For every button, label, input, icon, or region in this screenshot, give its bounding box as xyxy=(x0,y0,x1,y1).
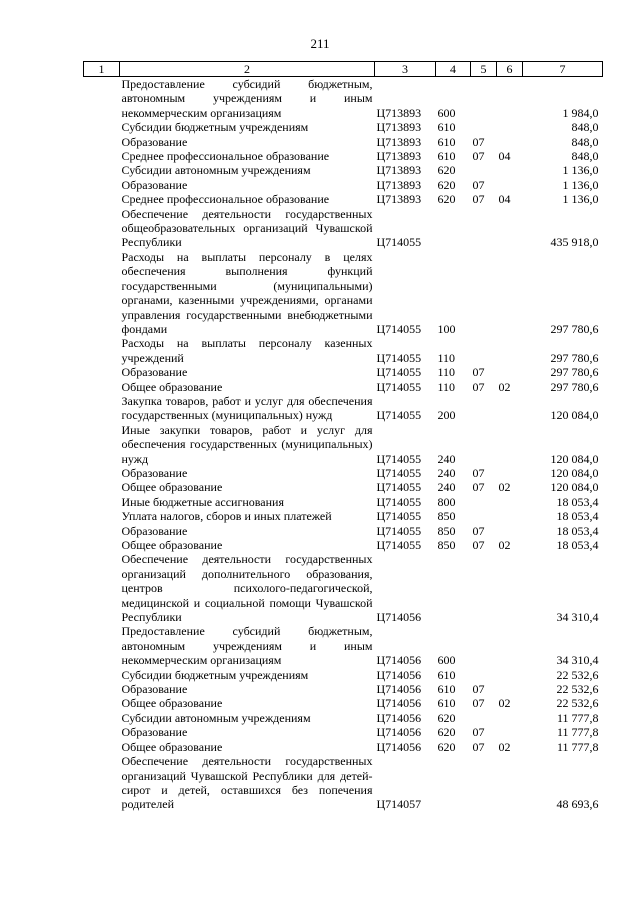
cell-section xyxy=(471,394,497,423)
cell-subsection: 02 xyxy=(498,480,511,495)
cell-col-1 xyxy=(84,365,120,379)
cell-name: Образование xyxy=(121,465,188,480)
cell-col-1 xyxy=(84,682,120,696)
cell-col-1 xyxy=(84,740,120,754)
cell-col-1 xyxy=(84,552,120,624)
cell-amount: 11 777,8 xyxy=(556,710,599,725)
cell-amount: 18 053,4 xyxy=(556,509,599,524)
table-row xyxy=(84,207,603,250)
cell-amount: 297 780,6 xyxy=(550,379,599,394)
table-row xyxy=(84,538,603,552)
cell-section: 07 xyxy=(472,696,485,711)
header-col-3: 3 xyxy=(375,62,436,77)
table-row xyxy=(84,668,603,682)
cell-amount: 120 084,0 xyxy=(550,465,599,480)
cell-name: Общее образование xyxy=(121,696,223,711)
cell-col-1 xyxy=(84,394,120,423)
header-col-1: 1 xyxy=(84,62,120,77)
cell-name: Среднее профессиональное образование xyxy=(121,149,330,164)
cell-target-code: Ц714056 xyxy=(376,739,422,754)
cell-target-code: Ц714055 xyxy=(376,538,422,552)
cell-col-1 xyxy=(84,336,120,365)
cell-name: Предоставление субсидий бюджетным, автономным учреждениям и иным некоммерческим организациям xyxy=(121,624,373,668)
page-number: 211 xyxy=(310,36,330,51)
cell-section xyxy=(471,754,497,812)
cell-subsection: 04 xyxy=(498,192,511,207)
cell-subsection xyxy=(497,711,523,725)
cell-expense-type: 600 xyxy=(437,105,456,120)
cell-section: 07 xyxy=(472,538,485,552)
cell-subsection xyxy=(497,466,523,480)
table-row xyxy=(84,77,603,121)
header-col-4: 4 xyxy=(436,62,471,77)
cell-expense-type: 610 xyxy=(437,134,456,149)
cell-name: Обеспечение деятельности государственных организаций дополнительного образования, центров психолого-педагогической, медицинской и социальной помощи Чувашской Республики xyxy=(121,552,373,625)
cell-section: 07 xyxy=(472,177,485,192)
cell-amount: 22 532,6 xyxy=(556,682,599,697)
cell-section xyxy=(471,509,497,523)
cell-section xyxy=(471,624,497,667)
cell-target-code: Ц714055 xyxy=(376,465,422,480)
cell-name: Среднее профессиональное образование xyxy=(121,192,330,207)
cell-subsection xyxy=(497,394,523,423)
cell-col-1 xyxy=(84,495,120,509)
table-body xyxy=(84,77,603,812)
cell-subsection xyxy=(497,365,523,379)
cell-subsection xyxy=(497,207,523,250)
cell-expense-type: 610 xyxy=(437,696,456,711)
table-row xyxy=(84,365,603,379)
cell-section xyxy=(471,163,497,177)
cell-col-1 xyxy=(84,423,120,466)
cell-expense-type: 610 xyxy=(437,120,456,135)
cell-name: Общее образование xyxy=(121,538,223,552)
cell-name: Расходы на выплаты персоналу в целях обеспечения выполнения функций государственными (муниципальными) органами, казенными учреждениями, органами управления государственными внебюджетными фондами xyxy=(121,249,373,336)
cell-name: Уплата налогов, сборов и иных платежей xyxy=(121,509,332,524)
cell-name: Образование xyxy=(121,725,188,740)
cell-section xyxy=(471,336,497,365)
cell-subsection xyxy=(497,509,523,523)
cell-expense-type: 620 xyxy=(437,739,456,754)
cell-amount: 18 053,4 xyxy=(556,494,599,509)
cell-expense-type: 100 xyxy=(437,321,456,336)
cell-expense-type: 620 xyxy=(437,163,456,178)
cell-expense-type: 850 xyxy=(437,523,456,538)
cell-col-1 xyxy=(84,120,120,134)
cell-subsection: 02 xyxy=(498,379,511,394)
cell-target-code: Ц714055 xyxy=(376,350,422,365)
cell-amount: 48 693,6 xyxy=(556,797,599,812)
cell-section: 07 xyxy=(472,465,485,480)
cell-target-code: Ц714055 xyxy=(376,321,422,336)
cell-target-code: Ц713893 xyxy=(376,192,422,207)
cell-col-1 xyxy=(84,509,120,523)
cell-expense-type xyxy=(436,754,471,812)
table-row xyxy=(84,740,603,754)
cell-expense-type: 110 xyxy=(437,365,456,380)
cell-expense-type: 240 xyxy=(437,465,456,480)
cell-target-code: Ц714056 xyxy=(376,653,422,668)
cell-expense-type: 850 xyxy=(437,538,456,552)
cell-expense-type: 850 xyxy=(437,509,456,524)
cell-target-code: Ц713893 xyxy=(376,177,422,192)
cell-expense-type: 800 xyxy=(437,494,456,509)
cell-target-code: Ц714055 xyxy=(376,480,422,495)
cell-target-code: Ц714055 xyxy=(376,408,422,423)
cell-col-1 xyxy=(84,480,120,494)
cell-target-code: Ц714055 xyxy=(376,365,422,380)
cell-name: Образование xyxy=(121,682,188,697)
table-row xyxy=(84,682,603,696)
cell-col-1 xyxy=(84,149,120,163)
cell-col-1 xyxy=(84,380,120,394)
cell-amount: 1 984,0 xyxy=(562,105,599,120)
table-row xyxy=(84,725,603,739)
cell-name: Расходы на выплаты персоналу казенных учреждений xyxy=(121,336,373,365)
cell-col-1 xyxy=(84,668,120,682)
cell-expense-type: 200 xyxy=(437,408,456,423)
cell-amount: 120 084,0 xyxy=(550,408,599,423)
cell-target-code: Ц713893 xyxy=(376,134,422,149)
cell-subsection: 02 xyxy=(498,696,511,711)
cell-expense-type: 620 xyxy=(437,192,456,207)
cell-amount: 297 780,6 xyxy=(550,365,599,380)
cell-subsection: 04 xyxy=(498,149,511,164)
cell-col-1 xyxy=(84,163,120,177)
cell-target-code: Ц714055 xyxy=(376,523,422,538)
cell-expense-type: 240 xyxy=(437,480,456,495)
cell-amount: 120 084,0 xyxy=(550,451,599,466)
cell-name: Закупка товаров, работ и услуг для обеспечения государственных (муниципальных) нужд xyxy=(121,393,373,423)
cell-section: 07 xyxy=(472,379,485,394)
table-row xyxy=(84,120,603,134)
cell-amount: 18 053,4 xyxy=(556,538,599,552)
cell-amount: 297 780,6 xyxy=(550,350,599,365)
cell-subsection: 02 xyxy=(498,739,511,754)
cell-name: Общее образование xyxy=(121,739,223,754)
cell-col-1 xyxy=(84,524,120,538)
cell-subsection xyxy=(497,495,523,509)
cell-subsection xyxy=(497,682,523,696)
cell-section xyxy=(471,423,497,466)
cell-amount: 11 777,8 xyxy=(556,725,599,740)
cell-name: Образование xyxy=(121,365,188,380)
cell-target-code: Ц714055 xyxy=(376,451,422,466)
cell-name: Субсидии автономным учреждениям xyxy=(121,710,311,725)
cell-section: 07 xyxy=(472,192,485,207)
cell-expense-type: 620 xyxy=(437,177,456,192)
cell-subsection xyxy=(497,624,523,667)
cell-amount: 22 532,6 xyxy=(556,696,599,711)
table-row xyxy=(84,696,603,710)
header-row xyxy=(84,62,603,77)
cell-target-code: Ц714056 xyxy=(376,610,422,625)
cell-expense-type: 610 xyxy=(437,682,456,697)
budget-table xyxy=(83,61,603,812)
cell-amount: 1 136,0 xyxy=(562,192,599,207)
table-row xyxy=(84,380,603,394)
cell-target-code: Ц713893 xyxy=(376,120,422,135)
cell-amount: 1 136,0 xyxy=(562,177,599,192)
cell-col-1 xyxy=(84,207,120,250)
table-header xyxy=(84,62,603,77)
cell-expense-type: 620 xyxy=(437,710,456,725)
cell-section xyxy=(471,711,497,725)
cell-name: Образование xyxy=(121,134,188,149)
cell-expense-type: 110 xyxy=(437,350,456,365)
cell-subsection xyxy=(497,135,523,149)
cell-amount: 18 053,4 xyxy=(556,523,599,538)
cell-section: 07 xyxy=(472,365,485,380)
cell-section xyxy=(471,120,497,134)
cell-target-code: Ц713893 xyxy=(376,149,422,164)
cell-name: Обеспечение деятельности государственных общеобразовательных организаций Чувашской Республики xyxy=(121,206,373,250)
cell-section: 07 xyxy=(472,149,485,164)
header-col-6: 6 xyxy=(497,62,523,77)
cell-amount: 22 532,6 xyxy=(556,667,599,682)
cell-name: Иные закупки товаров, работ и услуг для обеспечения государственных (муниципальных) нужд xyxy=(121,422,373,466)
cell-name: Субсидии бюджетным учреждениям xyxy=(121,667,309,682)
table-row xyxy=(84,163,603,177)
cell-expense-type: 610 xyxy=(437,667,456,682)
table-row xyxy=(84,495,603,509)
cell-name: Субсидии автономным учреждениям xyxy=(121,163,311,178)
table-row xyxy=(84,711,603,725)
cell-col-1 xyxy=(84,538,120,552)
cell-amount: 1 136,0 xyxy=(562,163,599,178)
table-row xyxy=(84,624,603,667)
cell-section: 07 xyxy=(472,480,485,495)
cell-amount: 297 780,6 xyxy=(550,321,599,336)
cell-col-1 xyxy=(84,192,120,206)
cell-col-1 xyxy=(84,77,120,121)
cell-col-1 xyxy=(84,466,120,480)
cell-subsection xyxy=(497,524,523,538)
cell-target-code: Ц714055 xyxy=(376,494,422,509)
cell-name: Образование xyxy=(121,177,188,192)
cell-target-code: Ц714055 xyxy=(376,235,422,250)
cell-amount: 848,0 xyxy=(571,134,599,149)
cell-subsection xyxy=(497,336,523,365)
cell-name: Общее образование xyxy=(121,379,223,394)
cell-col-1 xyxy=(84,624,120,667)
cell-expense-type: 600 xyxy=(437,653,456,668)
cell-target-code: Ц714055 xyxy=(376,379,422,394)
cell-col-1 xyxy=(84,178,120,192)
cell-section: 07 xyxy=(472,725,485,740)
table-row xyxy=(84,423,603,466)
cell-subsection xyxy=(497,725,523,739)
cell-name: Субсидии бюджетным учреждениям xyxy=(121,120,309,135)
table-row xyxy=(84,192,603,206)
cell-name: Иные бюджетные ассигнования xyxy=(121,494,284,509)
cell-target-code: Ц714056 xyxy=(376,710,422,725)
table-row xyxy=(84,178,603,192)
cell-amount: 848,0 xyxy=(571,149,599,164)
cell-section: 07 xyxy=(472,739,485,754)
cell-section xyxy=(471,250,497,336)
cell-expense-type xyxy=(436,207,471,250)
cell-expense-type xyxy=(436,552,471,624)
cell-subsection xyxy=(497,668,523,682)
cell-col-1 xyxy=(84,135,120,149)
cell-subsection: 02 xyxy=(498,538,511,552)
cell-name: Обеспечение деятельности государственных организаций Чувашской Республики для детей-сирот и детей, оставшихся без попечения родителей xyxy=(121,754,373,812)
cell-col-1 xyxy=(84,250,120,336)
cell-subsection xyxy=(497,552,523,624)
table-row xyxy=(84,250,603,336)
cell-subsection xyxy=(497,754,523,812)
cell-subsection xyxy=(497,423,523,466)
cell-section xyxy=(471,207,497,250)
cell-amount: 34 310,4 xyxy=(556,610,599,625)
cell-expense-type: 110 xyxy=(437,379,456,394)
cell-target-code: Ц713893 xyxy=(376,163,422,178)
header-col-5: 5 xyxy=(471,62,497,77)
cell-section: 07 xyxy=(472,523,485,538)
cell-subsection xyxy=(497,163,523,177)
header-col-7: 7 xyxy=(523,62,603,77)
table-row xyxy=(84,552,603,624)
cell-target-code: Ц714056 xyxy=(376,667,422,682)
cell-section: 07 xyxy=(472,682,485,697)
cell-target-code: Ц713893 xyxy=(376,105,422,120)
cell-section xyxy=(471,77,497,121)
cell-section xyxy=(471,495,497,509)
cell-amount: 34 310,4 xyxy=(556,653,599,668)
cell-name: Общее образование xyxy=(121,480,223,495)
cell-section: 07 xyxy=(472,134,485,149)
cell-col-1 xyxy=(84,725,120,739)
cell-target-code: Ц714057 xyxy=(376,797,422,812)
table-row xyxy=(84,336,603,365)
cell-col-1 xyxy=(84,711,120,725)
table-row xyxy=(84,524,603,538)
cell-section xyxy=(471,552,497,624)
table-row xyxy=(84,480,603,494)
table-row xyxy=(84,394,603,423)
cell-amount: 11 777,8 xyxy=(556,739,599,754)
cell-subsection xyxy=(497,250,523,336)
header-col-2: 2 xyxy=(120,62,375,77)
cell-subsection xyxy=(497,77,523,121)
cell-name: Образование xyxy=(121,523,188,538)
cell-amount: 120 084,0 xyxy=(550,480,599,495)
cell-col-1 xyxy=(84,754,120,812)
cell-expense-type: 240 xyxy=(437,451,456,466)
table-row xyxy=(84,466,603,480)
cell-target-code: Ц714056 xyxy=(376,696,422,711)
cell-section xyxy=(471,668,497,682)
cell-expense-type: 610 xyxy=(437,149,456,164)
cell-amount: 848,0 xyxy=(571,120,599,135)
cell-target-code: Ц714056 xyxy=(376,682,422,697)
table-row xyxy=(84,754,603,812)
table-row xyxy=(84,509,603,523)
table-row xyxy=(84,135,603,149)
cell-expense-type: 620 xyxy=(437,725,456,740)
cell-subsection xyxy=(497,120,523,134)
cell-name: Предоставление субсидий бюджетным, автономным учреждениям и иным некоммерческим организациям xyxy=(121,77,373,120)
cell-subsection xyxy=(497,178,523,192)
table-row xyxy=(84,149,603,163)
cell-target-code: Ц714055 xyxy=(376,509,422,524)
cell-col-1 xyxy=(84,696,120,710)
cell-target-code: Ц714056 xyxy=(376,725,422,740)
cell-amount: 435 918,0 xyxy=(550,235,599,250)
